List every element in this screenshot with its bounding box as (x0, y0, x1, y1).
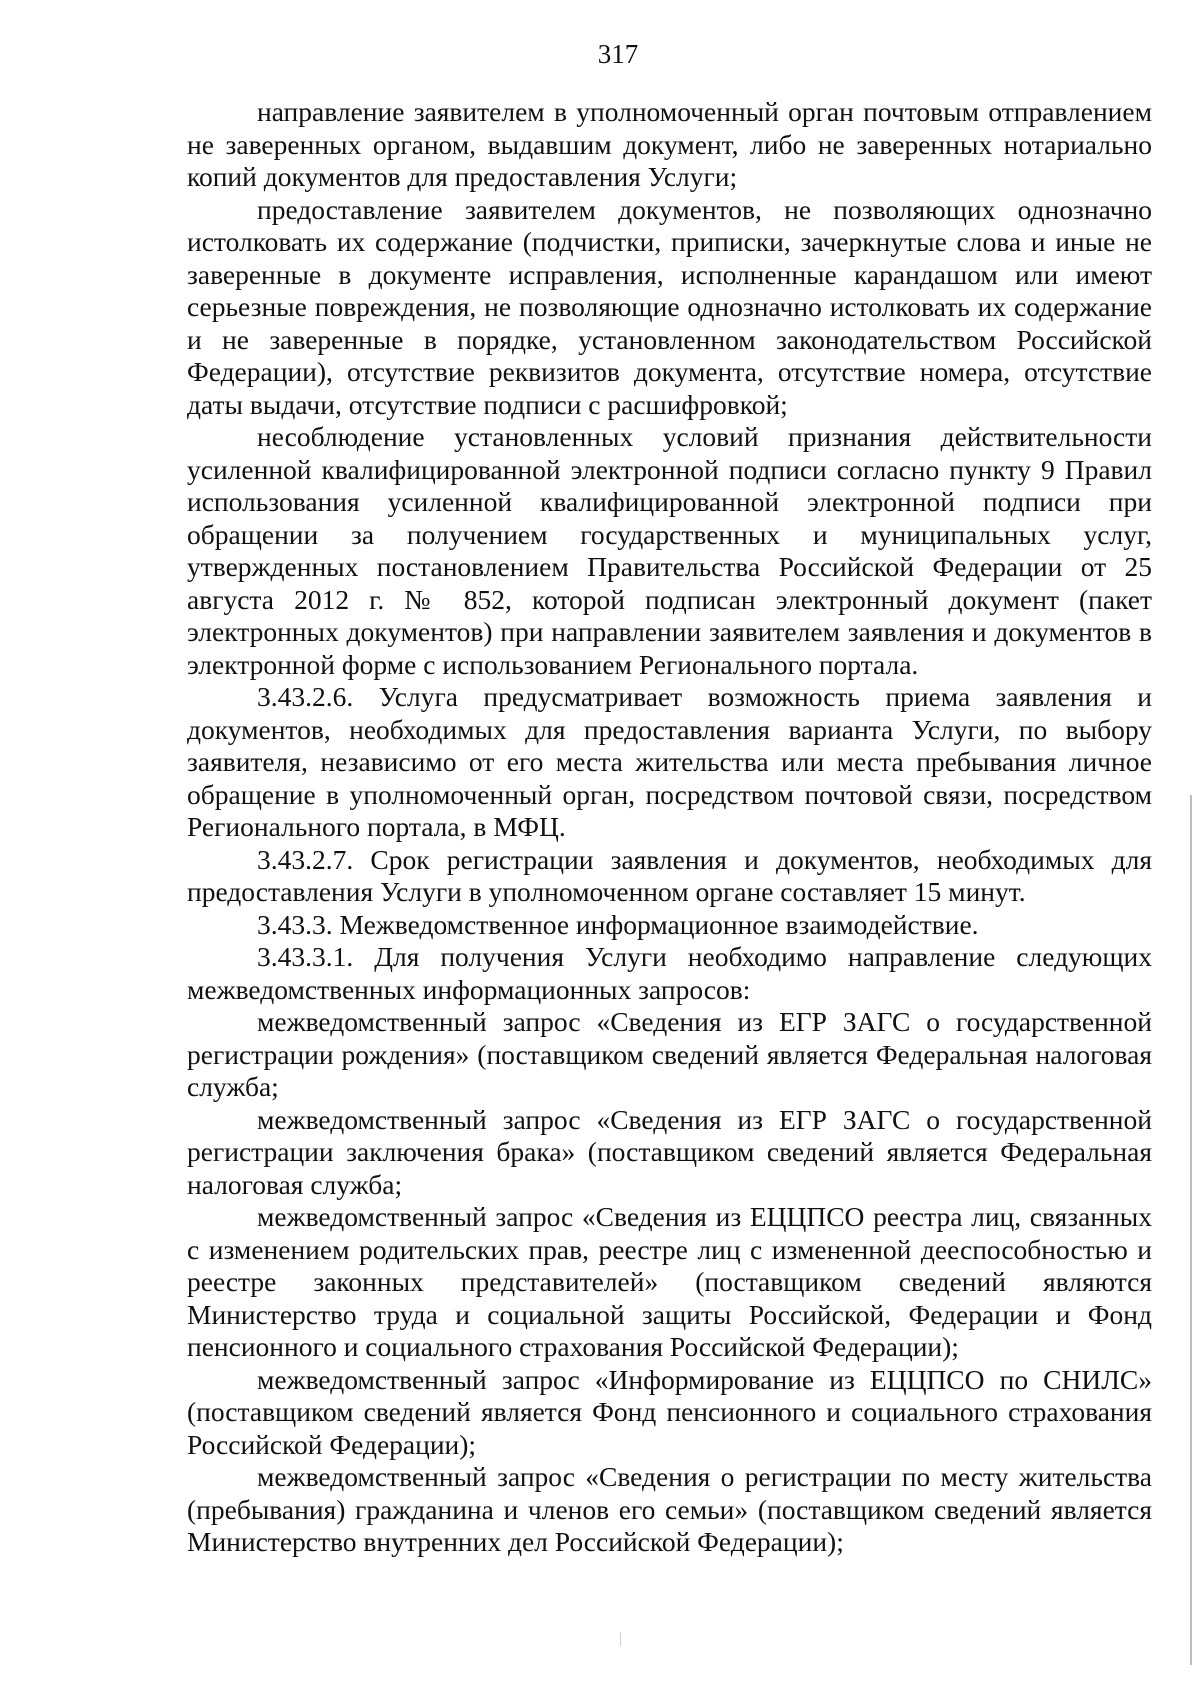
paragraph: несоблюдение установленных условий признания действительности усиленной квалифицированной электронной подписи согласно пункту 9 Правил использования усиленной квалифицированной электронной подписи при обращении за получением государственных и муниципальных услуг, утвержденных постановлением Правительства Российской Федерации от 25 августа 2012 г. № 852, которой подписан электронный документ (пакет электронных документов) при направлении заявителем заявления и документов в электронной форме с использованием Регионального портала. (187, 421, 1152, 680)
paragraph: направление заявителем в уполномоченный орган почтовым отправлением не заверенных органом, выдавшим документ, либо не заверенных нотариально копий документов для предоставления Услуги; (187, 96, 1152, 192)
paragraph: межведомственный запрос «Сведения из ЕЦЦПСО реестра лиц, связанных с изменением родительских прав, реестре лиц с измененной дееспособностью и реестре законных представителей» (поставщиком сведений являются Министерство труда и социальной защиты Российской, Федерации и Фонд пенсионного и социального страхования Российской Федерации); (187, 1201, 1152, 1362)
paragraph: межведомственный запрос «Информирование из ЕЦЦПСО по СНИЛС» (поставщиком сведений является Фонд пенсионного и социального страхования Российской Федерации); (187, 1363, 1152, 1460)
paragraph: 3.43.2.7. Срок регистрации заявления и документов, необходимых для предоставления Услуги в уполномоченном органе составляет 15 минут. (187, 843, 1152, 907)
paragraph: межведомственный запрос «Сведения из ЕГР ЗАГС о государственной регистрации заключения брака» (поставщиком сведений является Федеральная налоговая служба; (187, 1103, 1152, 1200)
scan-artifact (620, 1632, 621, 1646)
page-number: 317 (597, 39, 639, 69)
paragraph: межведомственный запрос «Сведения о регистрации по месту жительства (пребывания) гражданина и членов его семьи» (поставщиком сведений является Министерство внутренних дел Российской Федерации); (187, 1461, 1152, 1557)
paragraph: межведомственный запрос «Сведения из ЕГР ЗАГС о государственной регистрации рождения» (поставщиком сведений является Федеральная налоговая служба; (187, 1006, 1152, 1102)
paragraph: 3.43.2.6. Услуга предусматривает возможность приема заявления и документов, необходимых для предоставления варианта Услуги, по выбору заявителя, независимо от его места жительства или места пребывания личное обращение в уполномоченный орган, посредством почтовой связи, посредством Регионального портала, в МФЦ. (187, 681, 1152, 842)
paragraph: предоставление заявителем документов, не позволяющих однозначно истолковать их содержание (подчистки, приписки, зачеркнутые слова и иные не заверенные в документе исправления, исполненные карандашом или имеют серьезные повреждения, не позволяющие однозначно истолковать их содержание и не заверенные в порядке, установленном законодательством Российской Федерации), отсутствие реквизитов документа, отсутствие номера, отсутствие даты выдачи, отсутствие подписи с расшифровкой; (187, 193, 1152, 420)
document-body (187, 96, 1152, 1559)
paragraph: 3.43.3. Межведомственное информационное взаимодействие. (257, 908, 979, 940)
scan-edge-line (1190, 795, 1192, 1665)
paragraph: 3.43.3.1. Для получения Услуги необходимо направление следующих межведомственных информационных запросов: (187, 941, 1152, 1005)
